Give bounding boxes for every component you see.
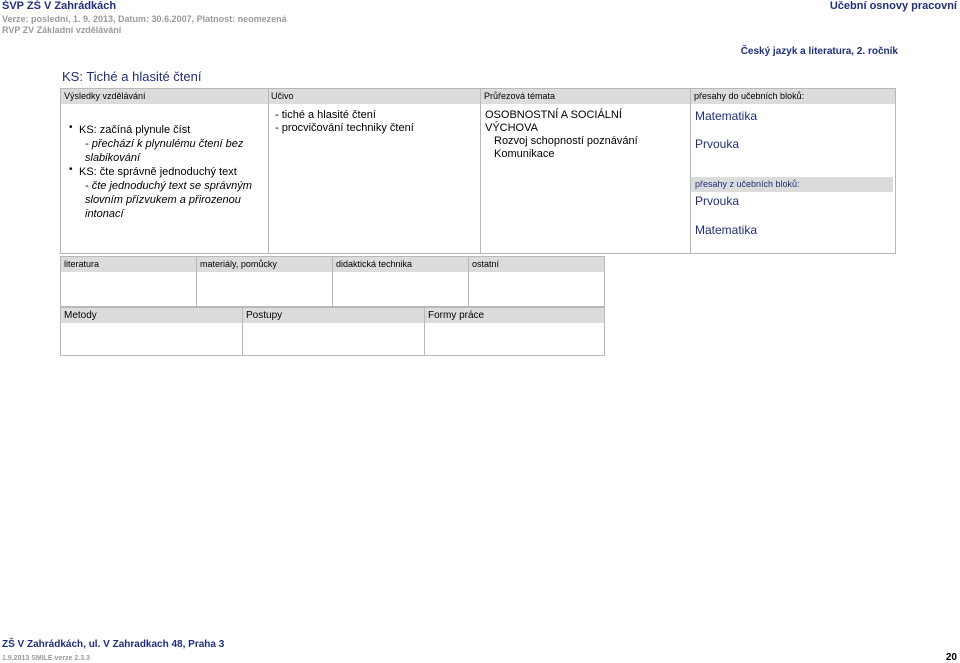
curriculum-item: - procvičování techniky čtení xyxy=(275,122,414,134)
overlaps-from-label: přesahy z učebních bloků: xyxy=(695,179,800,189)
outcome-detail: intonací xyxy=(85,208,124,220)
header-curriculum: Učivo xyxy=(271,91,294,101)
rvp-line: RVP ZV Základní vzdělávání xyxy=(2,25,122,35)
section-title: KS: Tiché a hlasité čtení xyxy=(62,69,202,84)
overlap-from-item: Matematika xyxy=(695,223,758,237)
header-overlaps-to: přesahy do učebních bloků: xyxy=(694,91,805,101)
outcomes-cell xyxy=(67,123,263,221)
column-divider xyxy=(332,257,333,306)
outcome-detail: - čte jednoduchý text se správným xyxy=(85,180,252,192)
cross-topic-item: Komunikace xyxy=(494,148,555,160)
outcomes-table xyxy=(60,88,896,254)
resources-table xyxy=(60,256,605,307)
outcomes-table-header xyxy=(61,89,895,104)
overlap-from-item: Prvouka xyxy=(695,194,740,208)
column-divider xyxy=(242,308,243,355)
curriculum-cell xyxy=(275,109,475,135)
version-line: Verze: poslední, 1. 9. 2013, Datum: 30.6.2007, Platnost: neomezená xyxy=(2,14,287,24)
column-divider xyxy=(480,89,481,253)
header-other: ostatní xyxy=(469,257,604,272)
page-number: 20 xyxy=(945,652,957,663)
header-didactic-technology: didaktická technika xyxy=(333,257,468,272)
header-methods: Metody xyxy=(61,308,242,323)
header-procedures: Postupy xyxy=(243,308,424,323)
column-divider xyxy=(196,257,197,306)
outcome-detail: - přechází k plynulému čtení bez xyxy=(85,138,244,150)
cross-topics-cell xyxy=(485,109,685,161)
outcome-item: • KS: čte správně jednoduchý text xyxy=(67,165,263,179)
methods-table xyxy=(60,307,605,356)
overlap-to-item: Matematika xyxy=(695,109,758,123)
cross-topic-theme: OSOBNOSTNÍ A SOCIÁLNÍ xyxy=(485,109,622,121)
column-divider xyxy=(468,257,469,306)
footer-software: 1.9.2013 SMILE verze 2.3.3 xyxy=(2,655,90,662)
document-type: Učební osnovy pracovní xyxy=(829,0,957,12)
column-divider xyxy=(424,308,425,355)
column-divider xyxy=(690,89,691,253)
header-literature: literatura xyxy=(61,257,196,272)
overlaps-from-header xyxy=(691,177,893,192)
outcome-detail: slabikování xyxy=(85,152,141,164)
overlap-to-item: Prvouka xyxy=(695,137,740,151)
cross-topic-item: Rozvoj schopností poznávání xyxy=(494,135,638,147)
subject-heading: Český jazyk a literatura, 2. ročník xyxy=(740,46,898,57)
outcome-detail: slovním přízvukem a přirozenou xyxy=(85,194,241,206)
header-materials: materiály, pomůcky xyxy=(197,257,332,272)
footer-address: ZŠ V Zahrádkách, ul. V Zahradkach 48, Praha 3 xyxy=(2,639,225,650)
outcome-item: • KS: začíná plynule číst xyxy=(67,123,263,137)
column-divider xyxy=(268,89,269,253)
header-outcomes: Výsledky vzdělávání xyxy=(64,91,146,101)
header-cross-topics: Průřezová témata xyxy=(484,91,556,101)
header-work-forms: Formy práce xyxy=(425,308,604,323)
curriculum-item: - tiché a hlasité čtení xyxy=(275,109,376,121)
cross-topic-theme: VÝCHOVA xyxy=(485,122,538,134)
school-title: ŠVP ZŠ V Zahrádkách xyxy=(2,0,117,12)
